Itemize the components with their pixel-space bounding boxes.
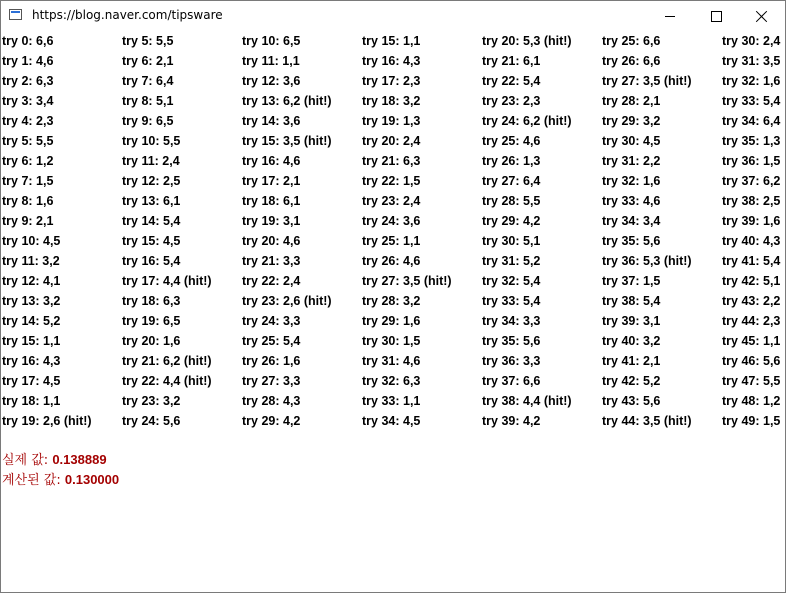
try-entry: try 31: 5,2 xyxy=(482,254,541,268)
actual-value: 0.138889 xyxy=(52,452,107,467)
try-entry: try 40: 3,2 xyxy=(602,334,661,348)
try-entry: try 28: 2,1 xyxy=(602,94,661,108)
try-entry: try 9: 6,5 xyxy=(122,114,174,128)
try-entry: try 12: 2,5 xyxy=(122,174,181,188)
try-entry: try 25: 5,4 xyxy=(242,334,301,348)
try-entry: try 31: 4,6 xyxy=(362,354,421,368)
try-entry: try 44: 3,5 (hit!) xyxy=(602,414,692,428)
try-entry: try 10: 4,5 xyxy=(2,234,61,248)
try-entry: try 37: 6,6 xyxy=(482,374,541,388)
try-entry: try 17: 4,4 (hit!) xyxy=(122,274,212,288)
try-entry: try 30: 1,5 xyxy=(362,334,421,348)
try-entry: try 1: 4,6 xyxy=(2,54,54,68)
try-entry: try 19: 2,6 (hit!) xyxy=(2,414,92,428)
try-entry: try 8: 5,1 xyxy=(122,94,174,108)
try-entry: try 31: 2,2 xyxy=(602,154,661,168)
try-entry: try 36: 5,3 (hit!) xyxy=(602,254,692,268)
try-entry: try 6: 2,1 xyxy=(122,54,174,68)
try-entry: try 42: 5,2 xyxy=(602,374,661,388)
try-entry: try 11: 1,1 xyxy=(242,54,300,68)
try-entry: try 27: 3,3 xyxy=(242,374,301,388)
try-entry: try 14: 5,4 xyxy=(122,214,181,228)
try-entry: try 25: 6,6 xyxy=(602,34,661,48)
try-entry: try 10: 6,5 xyxy=(242,34,301,48)
try-entry: try 27: 3,5 (hit!) xyxy=(602,74,692,88)
try-entry: try 19: 3,1 xyxy=(242,214,301,228)
try-entry: try 33: 4,6 xyxy=(602,194,661,208)
try-entry: try 43: 2,2 xyxy=(722,294,781,308)
try-entry: try 7: 1,5 xyxy=(2,174,54,188)
try-entry: try 13: 3,2 xyxy=(2,294,61,308)
try-entry: try 16: 5,4 xyxy=(122,254,181,268)
try-entry: try 5: 5,5 xyxy=(122,34,174,48)
try-entry: try 16: 4,3 xyxy=(2,354,61,368)
try-entry: try 12: 4,1 xyxy=(2,274,61,288)
try-entry: try 33: 1,1 xyxy=(362,394,421,408)
try-entry: try 43: 5,6 xyxy=(602,394,661,408)
try-entry: try 30: 5,1 xyxy=(482,234,541,248)
try-entry: try 18: 6,3 xyxy=(122,294,181,308)
title-bar[interactable] xyxy=(1,1,785,31)
try-entry: try 24: 5,6 xyxy=(122,414,181,428)
try-entry: try 21: 3,3 xyxy=(242,254,301,268)
try-entry: try 10: 5,5 xyxy=(122,134,181,148)
try-entry: try 38: 5,4 xyxy=(602,294,661,308)
try-entry: try 34: 4,5 xyxy=(362,414,421,428)
try-entry: try 20: 4,6 xyxy=(242,234,301,248)
try-entry: try 35: 1,3 xyxy=(722,134,781,148)
try-entry: try 22: 4,4 (hit!) xyxy=(122,374,212,388)
try-entry: try 9: 2,1 xyxy=(2,214,54,228)
window-title: https://blog.naver.com/tipsware xyxy=(32,8,223,22)
try-entry: try 35: 5,6 xyxy=(602,234,661,248)
try-entry: try 30: 2,4 xyxy=(722,34,781,48)
try-entry: try 15: 4,5 xyxy=(122,234,181,248)
try-entry: try 33: 5,4 xyxy=(482,294,541,308)
try-entry: try 36: 3,3 xyxy=(482,354,541,368)
try-entry: try 48: 1,2 xyxy=(722,394,781,408)
try-entry: try 19: 1,3 xyxy=(362,114,421,128)
try-entry: try 15: 1,1 xyxy=(2,334,61,348)
try-entry: try 29: 1,6 xyxy=(362,314,421,328)
try-entry: try 2: 6,3 xyxy=(2,74,54,88)
try-entry: try 39: 3,1 xyxy=(602,314,661,328)
computed-value-line xyxy=(2,470,119,490)
try-entry: try 25: 4,6 xyxy=(482,134,541,148)
try-entry: try 28: 3,2 xyxy=(362,294,421,308)
close-button[interactable] xyxy=(739,1,785,31)
try-entry: try 7: 6,4 xyxy=(122,74,174,88)
actual-value-label: 실제 값: xyxy=(2,453,49,468)
try-entry: try 13: 6,2 (hit!) xyxy=(242,94,332,108)
try-entry: try 18: 3,2 xyxy=(362,94,421,108)
try-entry: try 6: 1,2 xyxy=(2,154,54,168)
try-entry: try 40: 4,3 xyxy=(722,234,781,248)
try-entry: try 32: 1,6 xyxy=(722,74,781,88)
try-entry: try 23: 2,3 xyxy=(482,94,541,108)
try-entry: try 24: 3,6 xyxy=(362,214,421,228)
client-area xyxy=(1,31,785,592)
try-entry: try 26: 1,6 xyxy=(242,354,301,368)
minimize-icon xyxy=(665,16,675,17)
try-entry: try 29: 3,2 xyxy=(602,114,661,128)
try-entry: try 0: 6,6 xyxy=(2,34,54,48)
window-icon xyxy=(9,9,22,20)
try-entry: try 41: 5,4 xyxy=(722,254,781,268)
try-entry: try 46: 5,6 xyxy=(722,354,781,368)
try-entry: try 35: 5,6 xyxy=(482,334,541,348)
try-entry: try 22: 5,4 xyxy=(482,74,541,88)
computed-value: 0.130000 xyxy=(64,472,120,487)
try-entry: try 29: 4,2 xyxy=(482,214,541,228)
try-entry: try 38: 4,4 (hit!) xyxy=(482,394,572,408)
try-entry: try 15: 1,1 xyxy=(362,34,421,48)
try-entry: try 19: 6,5 xyxy=(122,314,181,328)
try-entry: try 20: 5,3 (hit!) xyxy=(482,34,572,48)
try-entry: try 49: 1,5 xyxy=(722,414,781,428)
try-entry: try 31: 3,5 xyxy=(722,54,781,68)
try-entry: try 15: 3,5 (hit!) xyxy=(242,134,332,148)
try-entry: try 12: 3,6 xyxy=(242,74,301,88)
try-entry: try 34: 3,3 xyxy=(482,314,541,328)
try-entry: try 20: 1,6 xyxy=(122,334,181,348)
try-entry: try 34: 6,4 xyxy=(722,114,781,128)
try-entry: try 20: 2,4 xyxy=(362,134,421,148)
try-entry: try 28: 5,5 xyxy=(482,194,541,208)
try-entry: try 27: 3,5 (hit!) xyxy=(362,274,452,288)
try-entry: try 23: 3,2 xyxy=(122,394,181,408)
try-entry: try 44: 2,3 xyxy=(722,314,781,328)
try-entry: try 36: 1,5 xyxy=(722,154,781,168)
try-entry: try 41: 2,1 xyxy=(602,354,661,368)
try-entry: try 16: 4,3 xyxy=(362,54,421,68)
try-entry: try 24: 6,2 (hit!) xyxy=(482,114,572,128)
try-entry: try 8: 1,6 xyxy=(2,194,54,208)
actual-value-line xyxy=(2,450,107,470)
try-entry: try 25: 1,1 xyxy=(362,234,421,248)
try-entry: try 21: 6,3 xyxy=(362,154,421,168)
maximize-button[interactable] xyxy=(693,1,739,31)
try-entry: try 14: 5,2 xyxy=(2,314,61,328)
try-entry: try 26: 1,3 xyxy=(482,154,541,168)
try-entry: try 23: 2,6 (hit!) xyxy=(242,294,332,308)
try-entry: try 26: 4,6 xyxy=(362,254,421,268)
try-entry: try 47: 5,5 xyxy=(722,374,781,388)
try-entry: try 22: 1,5 xyxy=(362,174,421,188)
try-entry: try 24: 3,3 xyxy=(242,314,301,328)
try-entry: try 39: 1,6 xyxy=(722,214,781,228)
try-entry: try 21: 6,1 xyxy=(482,54,541,68)
try-entry: try 32: 6,3 xyxy=(362,374,421,388)
computed-value-label: 계산된 값: xyxy=(2,473,61,488)
try-entry: try 45: 1,1 xyxy=(722,334,781,348)
try-entry: try 4: 2,3 xyxy=(2,114,54,128)
close-icon xyxy=(756,10,768,22)
try-entry: try 28: 4,3 xyxy=(242,394,301,408)
try-entry: try 34: 3,4 xyxy=(602,214,661,228)
try-entry: try 11: 2,4 xyxy=(122,154,180,168)
try-entry: try 29: 4,2 xyxy=(242,414,301,428)
try-entry: try 22: 2,4 xyxy=(242,274,301,288)
try-entry: try 13: 6,1 xyxy=(122,194,181,208)
try-entry: try 21: 6,2 (hit!) xyxy=(122,354,212,368)
try-entry: try 23: 2,4 xyxy=(362,194,421,208)
try-entry: try 39: 4,2 xyxy=(482,414,541,428)
try-entry: try 26: 6,6 xyxy=(602,54,661,68)
try-entry: try 17: 2,3 xyxy=(362,74,421,88)
try-entry: try 32: 5,4 xyxy=(482,274,541,288)
try-entry: try 17: 4,5 xyxy=(2,374,61,388)
try-entry: try 32: 1,6 xyxy=(602,174,661,188)
try-entry: try 37: 1,5 xyxy=(602,274,661,288)
try-entry: try 30: 4,5 xyxy=(602,134,661,148)
try-entry: try 17: 2,1 xyxy=(242,174,301,188)
try-entry: try 27: 6,4 xyxy=(482,174,541,188)
try-entry: try 18: 6,1 xyxy=(242,194,301,208)
try-entry: try 33: 5,4 xyxy=(722,94,781,108)
try-entry: try 5: 5,5 xyxy=(2,134,54,148)
try-entry: try 42: 5,1 xyxy=(722,274,781,288)
maximize-icon xyxy=(711,11,722,22)
try-entry: try 37: 6,2 xyxy=(722,174,781,188)
try-entry: try 18: 1,1 xyxy=(2,394,61,408)
minimize-button[interactable] xyxy=(647,1,693,31)
try-entry: try 14: 3,6 xyxy=(242,114,301,128)
try-entry: try 16: 4,6 xyxy=(242,154,301,168)
try-entry: try 11: 3,2 xyxy=(2,254,60,268)
try-entry: try 3: 3,4 xyxy=(2,94,54,108)
try-entry: try 38: 2,5 xyxy=(722,194,781,208)
